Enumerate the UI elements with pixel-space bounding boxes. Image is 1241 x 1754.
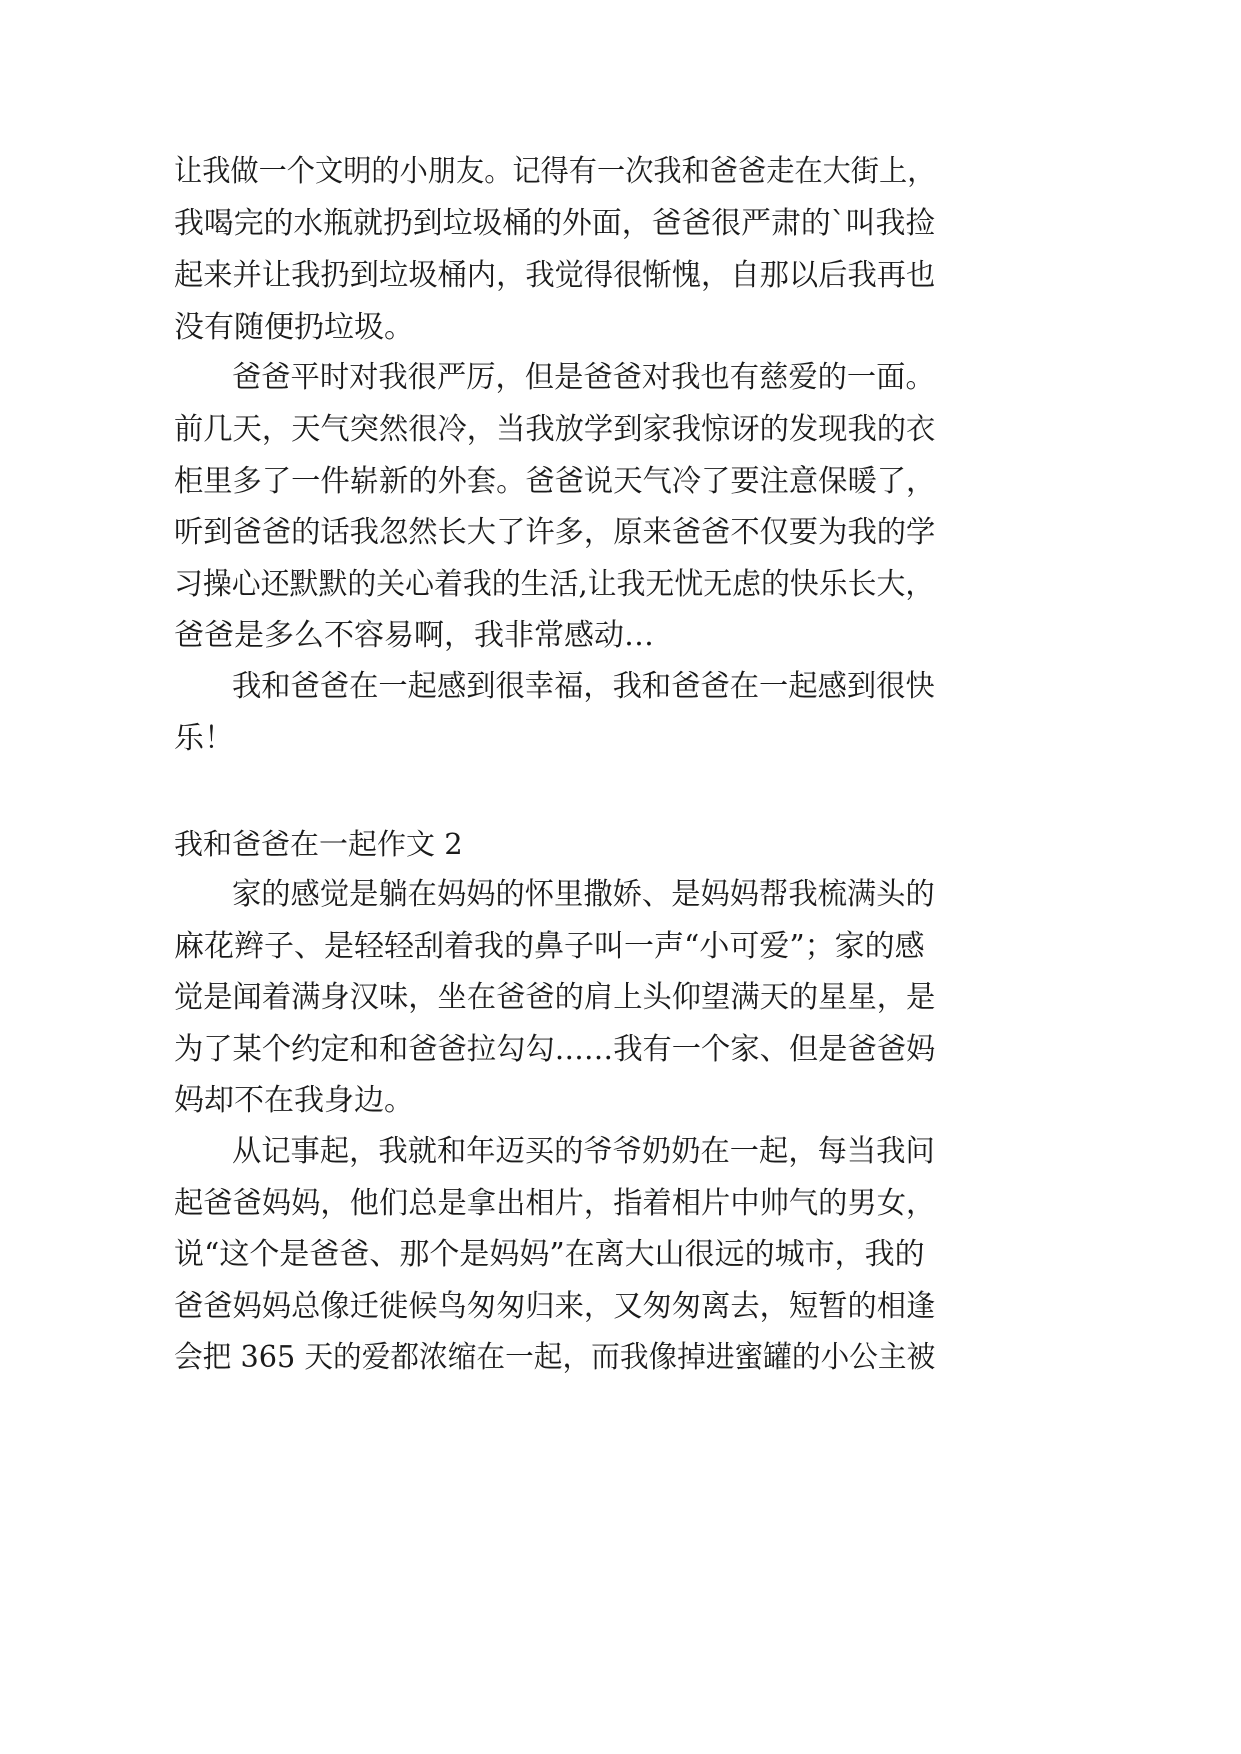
text-line: 爸爸妈妈总像迁徙候鸟匆匆归来，又匆匆离去，短暂的相逢 [174,1289,936,1324]
text-line: 爸爸平时对我很严厉，但是爸爸对我也有慈爱的一面。 [232,360,935,395]
text-line: 柜里多了一件崭新的外套。爸爸说天气冷了要注意保暖了， [174,464,936,499]
text-line: 为了某个约定和和爸爸拉勾勾……我有一个家、但是爸爸妈 [174,1032,936,1067]
text-line: 家的感觉是躺在妈妈的怀里撒娇、是妈妈帮我梳满头的 [232,877,935,912]
text-line: 妈却不在我身边。 [174,1083,414,1118]
section-title: 我和爸爸在一起作文 2 [174,827,463,861]
text-line: 我和爸爸在一起感到很幸福，我和爸爸在一起感到很快 [232,669,935,704]
text-line: 觉是闻着满身汉味，坐在爸爸的肩上头仰望满天的星星，是 [174,980,936,1015]
text-line: 说“这个是爸爸、那个是妈妈”在离大山很远的城市，我的 [174,1237,925,1272]
text-line: 麻花辫子、是轻轻刮着我的鼻子叫一声“小可爱”；家的感 [174,929,925,964]
text-line: 乐！ [174,721,234,756]
text-line: 从记事起，我就和年迈买的爷爷奶奶在一起，每当我问 [232,1134,935,1169]
text-line: 前几天，天气突然很冷，当我放学到家我惊讶的发现我的衣 [174,412,936,447]
text-line: 我喝完的水瓶就扔到垃圾桶的外面，爸爸很严肃的`叫我捡 [174,206,936,241]
text-line: 听到爸爸的话我忽然长大了许多，原来爸爸不仅要为我的学 [174,515,936,550]
text-line: 起爸爸妈妈，他们总是拿出相片，指着相片中帅气的男女， [174,1186,936,1221]
text-line: 没有随便扔垃圾。 [174,310,414,345]
text-line: 让我做一个文明的小朋友。记得有一次我和爸爸走在大街上， [174,154,936,189]
text-line: 起来并让我扔到垃圾桶内，我觉得很惭愧，自那以后我再也 [174,258,936,293]
text-line: 爸爸是多么不容易啊，我非常感动… [174,618,654,653]
text-line: 习操心还默默的关心着我的生活,让我无忧无虑的快乐长大， [174,567,935,602]
text-line: 会把 365 天的爱都浓缩在一起，而我像掉进蜜罐的小公主被 [174,1340,936,1375]
